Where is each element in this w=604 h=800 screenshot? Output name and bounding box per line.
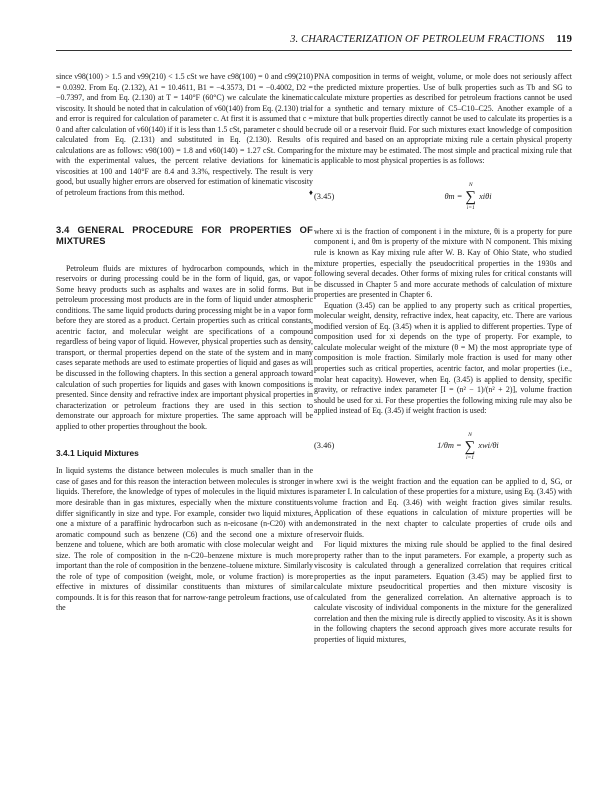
end-of-example-diamond: ♦ bbox=[308, 188, 313, 198]
summation-symbol: N ∑ i=1 bbox=[465, 181, 477, 211]
paragraph-liquid-mixing-rule: For liquid mixtures the mixing rule should be applied to the final desired property rather than to the input parameters. For example, a property such as viscosity is calculated through a generalized correlation that requires critical properties as the input parameters. Equation (3.45) may be applied first to calculate mixture pseudocritical properties and then mixture viscosity is calculated from the generalized correlation. An alternative approach is to calculate viscosity of individual components in the mixture for the generalized correlation and then the mixing rule is directly applied to viscosity. As it is shown in the following chapters the second approach gives more accurate results for properties of liquid mixtures, bbox=[314, 540, 572, 644]
equation-3-46 bbox=[314, 425, 572, 469]
equation-number: (3.45) bbox=[314, 191, 335, 201]
equation-lhs: θm = bbox=[444, 191, 463, 201]
equation-number: (3.46) bbox=[314, 441, 335, 451]
subsection-heading-3-4-1: 3.4.1 Liquid Mixtures bbox=[56, 448, 139, 459]
left-column bbox=[56, 72, 313, 614]
paragraph-equation-application: Equation (3.45) can be applied to any property such as critical properties, molecular weight, density, refractive index, heat capacity, etc. There are various modified version of Eq. (3.45) when it is applied to different properties. Type of composition used for xi depends on the type of property. For example, to calculate molecular weight of the mixture (θ = M) the most appropriate type of composition is mole fraction. Similarly mole fraction is used for many other properties such as critical properties, acentric factor, and molar properties (i.e., molar heat capacity). However, when Eq. (3.45) is applied to density, specific gravity, or refractive index parameter [I = (n² − 1)/(n² + 2)], volume fraction should be used for xi. For these properties the following mixing rule may also be applied instead of Eq. (3.45) if weight fraction is used: bbox=[314, 300, 572, 416]
section-heading-3-4: 3.4 GENERAL PROCEDURE FOR PROPERTIES OF MIXTURES bbox=[56, 224, 313, 247]
equation-term: xiθi bbox=[479, 191, 492, 201]
page-number: 119 bbox=[556, 34, 572, 45]
running-title: 3. CHARACTERIZATION OF PETROLEUM FRACTIONS bbox=[290, 34, 545, 45]
equation-term: xwi/θi bbox=[478, 441, 499, 451]
paragraph-kay-mixing-rule: where xi is the fraction of component i in the mixture, θi is a property for pure component i, and θm is property of the mixture with N component. This mixing rule is known as Kay mixing rule after W. B. Kay of Ohio State, who studied mixture properties, especially the pseudocritical properties in the 1930s and following several decades. Other forms of mixing rules for critical constants will be discussed in Chapter 5 and more accurate methods of calculation of mixture properties are presented in Chapter 6. bbox=[314, 226, 572, 300]
equation-lhs: 1/θm = bbox=[437, 441, 462, 451]
paragraph-viscosity-example: since ν98(100) > 1.5 and ν99(210) < 1.5 cSt we have c98(100) = 0 and c99(210) = 0.0392. From Eq. (2.132), A1 = 10.4611, B1 = −4.3573, D1 = −0.4002, D2 = −0.7397, and from Eq. (2.130) at T = 140°F (60°C) we calculate the kinematic viscosity. It should be noted that in calculation of ν60(140) from Eq. (2.130) trial and error is required for calculation of parameter c. At first it is assumed that c = 0 and after calculation of ν60(140) if it is less than 1.5 cSt, parameter c should be calculated from Eq. (2.131) and substituted in Eq. (2.130). Results of calculations are as follows: ν98(100) = 1.8 and ν60(140) = 1.27 cSt. Comparing with the experimental values, the percent relative deviations for kinematic viscosities at 100 and 140°F are 8.4 and 3.3%, respectively. The result is very good, but usually higher errors are observed for estimation of kinematic viscosity of petroleum fractions from this method. ♦ bbox=[56, 72, 313, 198]
paragraph-weight-fraction: where xwi is the weight fraction and the equation can be applied to d, SG, or parameter I. In calculation of these properties for a mixture, using Eq. (3.45) with volume fraction and Eq. (3.46) with weight fraction gives similar results. Application of these equations in calculation of mixture properties will be demonstrated in the next chapter to calculate properties of crude oils and reservoir fluids. bbox=[314, 476, 572, 539]
paragraph-mixtures-intro: Petroleum fluids are mixtures of hydrocarbon compounds, which in the reservoirs or during processing could be in the form of liquid, gas, or vapor. Some heavy products such as asphalts and waxes are in solid forms. But in petroleum processing most products are in the form of liquid under atmospheric conditions. The same liquid products during processing might be in a vapor form before they are stored as a product. Certain properties such as critical constants, acentric factor, and molecular weight are specifications of a compound regardless of being vapor of liquid. However, physical properties such as density, transport, or thermal properties depend on the state of the system and in many cases separate methods are used to estimate properties of liquid and gases as will be discussed in the following chapters. In this section a general approach toward calculation of such properties for liquids and gases with known compositions is presented. Since density and refractive index are important physical properties in characterization or petroleum fractions they are used in this section to demonstrate our approach for mixture properties. The same approach will be applied to other properties throughout the book. bbox=[56, 263, 313, 431]
header-rule bbox=[56, 50, 572, 51]
paragraph-pna-composition: PNA composition in terms of weight, volume, or mole does not seriously affect the predicted mixture properties. Use of bulk properties such as Tb and SG to calculate mixture properties as described for petroleum fractions cannot be used for a synthetic and ternary mixture of C5–C10–C25. Another example of a mixture that bulk properties directly cannot be used to calculate its properties is a crude oil or a reservoir fluid. For such mixtures exact knowledge of composition is required and based on an appropriate mixing rule a certain physical property for the mixture may be estimated. The most simple and practical mixing rule that is applicable to most physical properties is as follows: bbox=[314, 72, 572, 166]
summation-symbol: N ∑ i=1 bbox=[464, 431, 476, 461]
paragraph-liquid-mixtures: In liquid systems the distance between molecules is much smaller than in the case of gases and for this reason the interaction between molecules is stronger in liquids. Therefore, the knowledge of types of molecules in the liquid mixtures is more desirable than in gas mixtures, especially when the mixture constituents differ significantly in size and type. For example, consider two liquid mixtures, one a mixture of a paraffinic hydrocarbon such as n-eicosane (n-C20) with an aromatic compound such as benzene (C6) and the second one a mixture of benzene and toluene, which are both aromatic with close molecular weight and size. The role of composition in the n-C20–benzene mixture is much more important than the role of composition in the benzene–toluene mixture. Similarly the role of type of composition (weight, mole, or volume fraction) is more effective in mixtures of dissimilar constituents than mixtures of similar compounds. It is for this reason that for narrow-range petroleum fractions, use of the bbox=[56, 466, 313, 613]
right-column bbox=[314, 72, 572, 646]
equation-3-45 bbox=[314, 175, 572, 219]
